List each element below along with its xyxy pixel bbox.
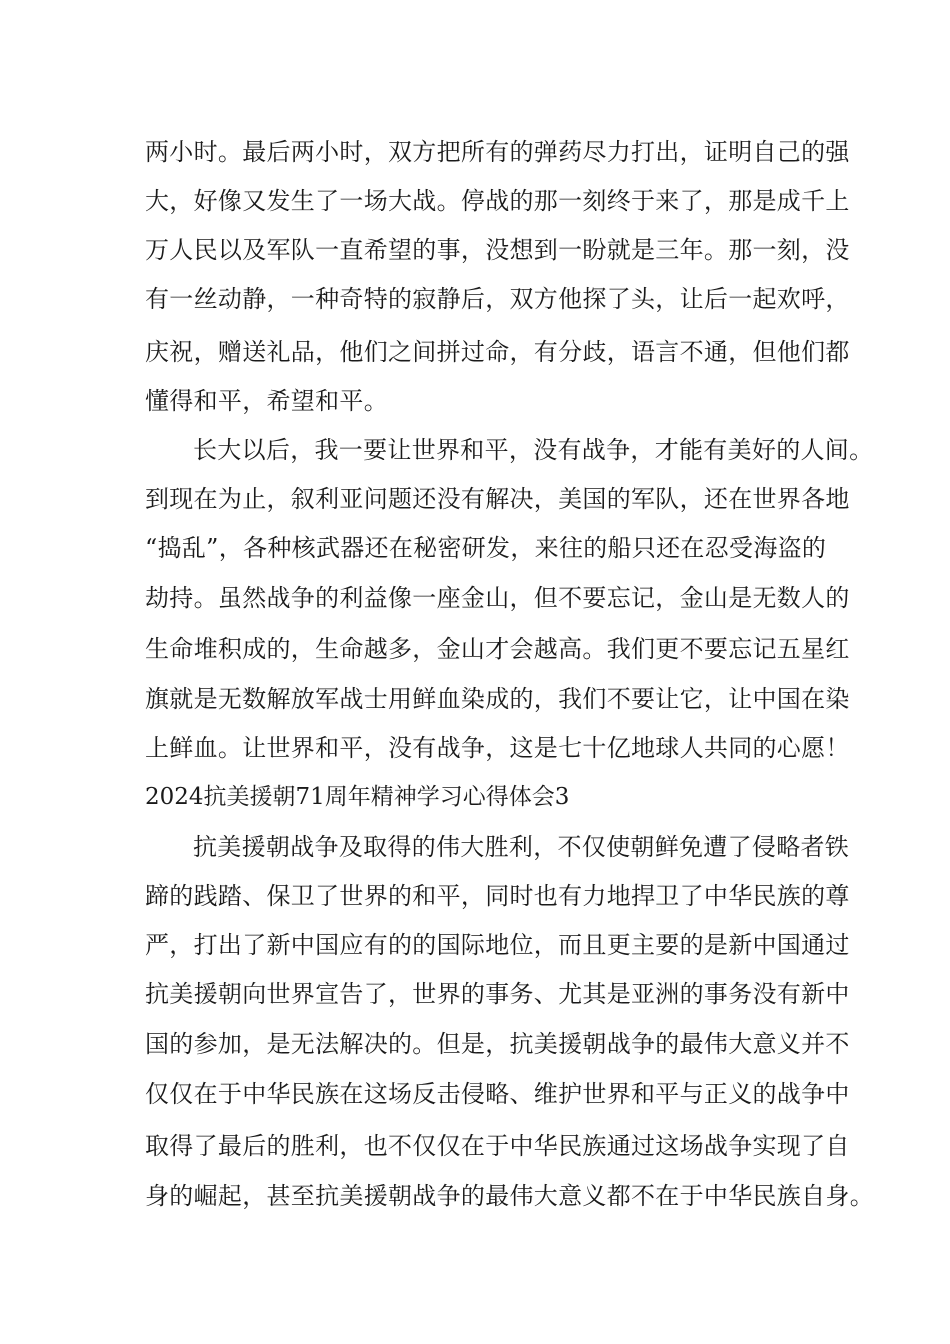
paragraph-3-line-2: 蹄的践踏、保卫了世界的和平，同时也有力地捍卫了中华民族的尊 — [145, 882, 850, 910]
paragraph-3-line-6: 仅仅在于中华民族在这场反击侵略、维护世界和平与正义的战争中 — [145, 1080, 850, 1108]
paragraph-2-line-5: 生命堆积成的，生命越多，金山才会越高。我们更不要忘记五星红 — [145, 635, 850, 663]
paragraph-2-line-3: “捣乱”，各种核武器还在秘密研发，来往的船只还在忍受海盗的 — [145, 534, 827, 562]
paragraph-2-line-6: 旗就是无数解放军战士用鲜血染成的，我们不要让它，让中国在染 — [145, 685, 850, 713]
paragraph-3-line-8: 身的崛起，甚至抗美援朝战争的最伟大意义都不在于中华民族自身。 — [145, 1182, 874, 1210]
paragraph-3-line-5: 国的参加，是无法解决的。但是，抗美援朝战争的最伟大意义并不 — [145, 1030, 850, 1058]
paragraph-2-line-4: 劫持。虽然战争的利益像一座金山，但不要忘记，金山是无数人的 — [145, 584, 850, 612]
paragraph-1-line-3: 万人民以及军队一直希望的事，没想到一盼就是三年。那一刻，没 — [145, 236, 850, 264]
paragraph-1-line-4: 有一丝动静，一种奇特的寂静后，双方他探了头，让后一起欢呼， — [145, 285, 850, 313]
paragraph-1-line-1: 两小时。最后两小时，双方把所有的弹药尽力打出，证明自己的强 — [145, 138, 850, 166]
paragraph-3-line-3: 严，打出了新中国应有的的国际地位，而且更主要的是新中国通过 — [145, 931, 850, 959]
paragraph-1-line-5: 庆祝，赠送礼品，他们之间拼过命，有分歧，语言不通，但他们都 — [145, 338, 850, 366]
paragraph-3-line-1: 抗美援朝战争及取得的伟大胜利，不仅使朝鲜免遭了侵略者铁 — [193, 833, 850, 861]
paragraph-2-line-2: 到现在为止，叙利亚问题还没有解决，美国的军队，还在世界各地 — [145, 485, 850, 513]
paragraph-3-line-4: 抗美援朝向世界宣告了，世界的事务、尤其是亚洲的事务没有新中 — [145, 980, 850, 1008]
section-heading: 2024抗美援朝71周年精神学习心得体会3 — [145, 784, 570, 810]
paragraph-1-line-6: 懂得和平，希望和平。 — [145, 387, 388, 415]
paragraph-2-line-1: 长大以后，我一要让世界和平，没有战争，才能有美好的人间。 — [193, 436, 874, 464]
paragraph-2-line-7: 上鲜血。让世界和平，没有战争，这是七十亿地球人共同的心愿！ — [145, 734, 850, 762]
paragraph-3-line-7: 取得了最后的胜利，也不仅仅在于中华民族通过这场战争实现了自 — [145, 1132, 850, 1160]
paragraph-1-line-2: 大，好像又发生了一场大战。停战的那一刻终于来了，那是成千上 — [145, 187, 850, 215]
